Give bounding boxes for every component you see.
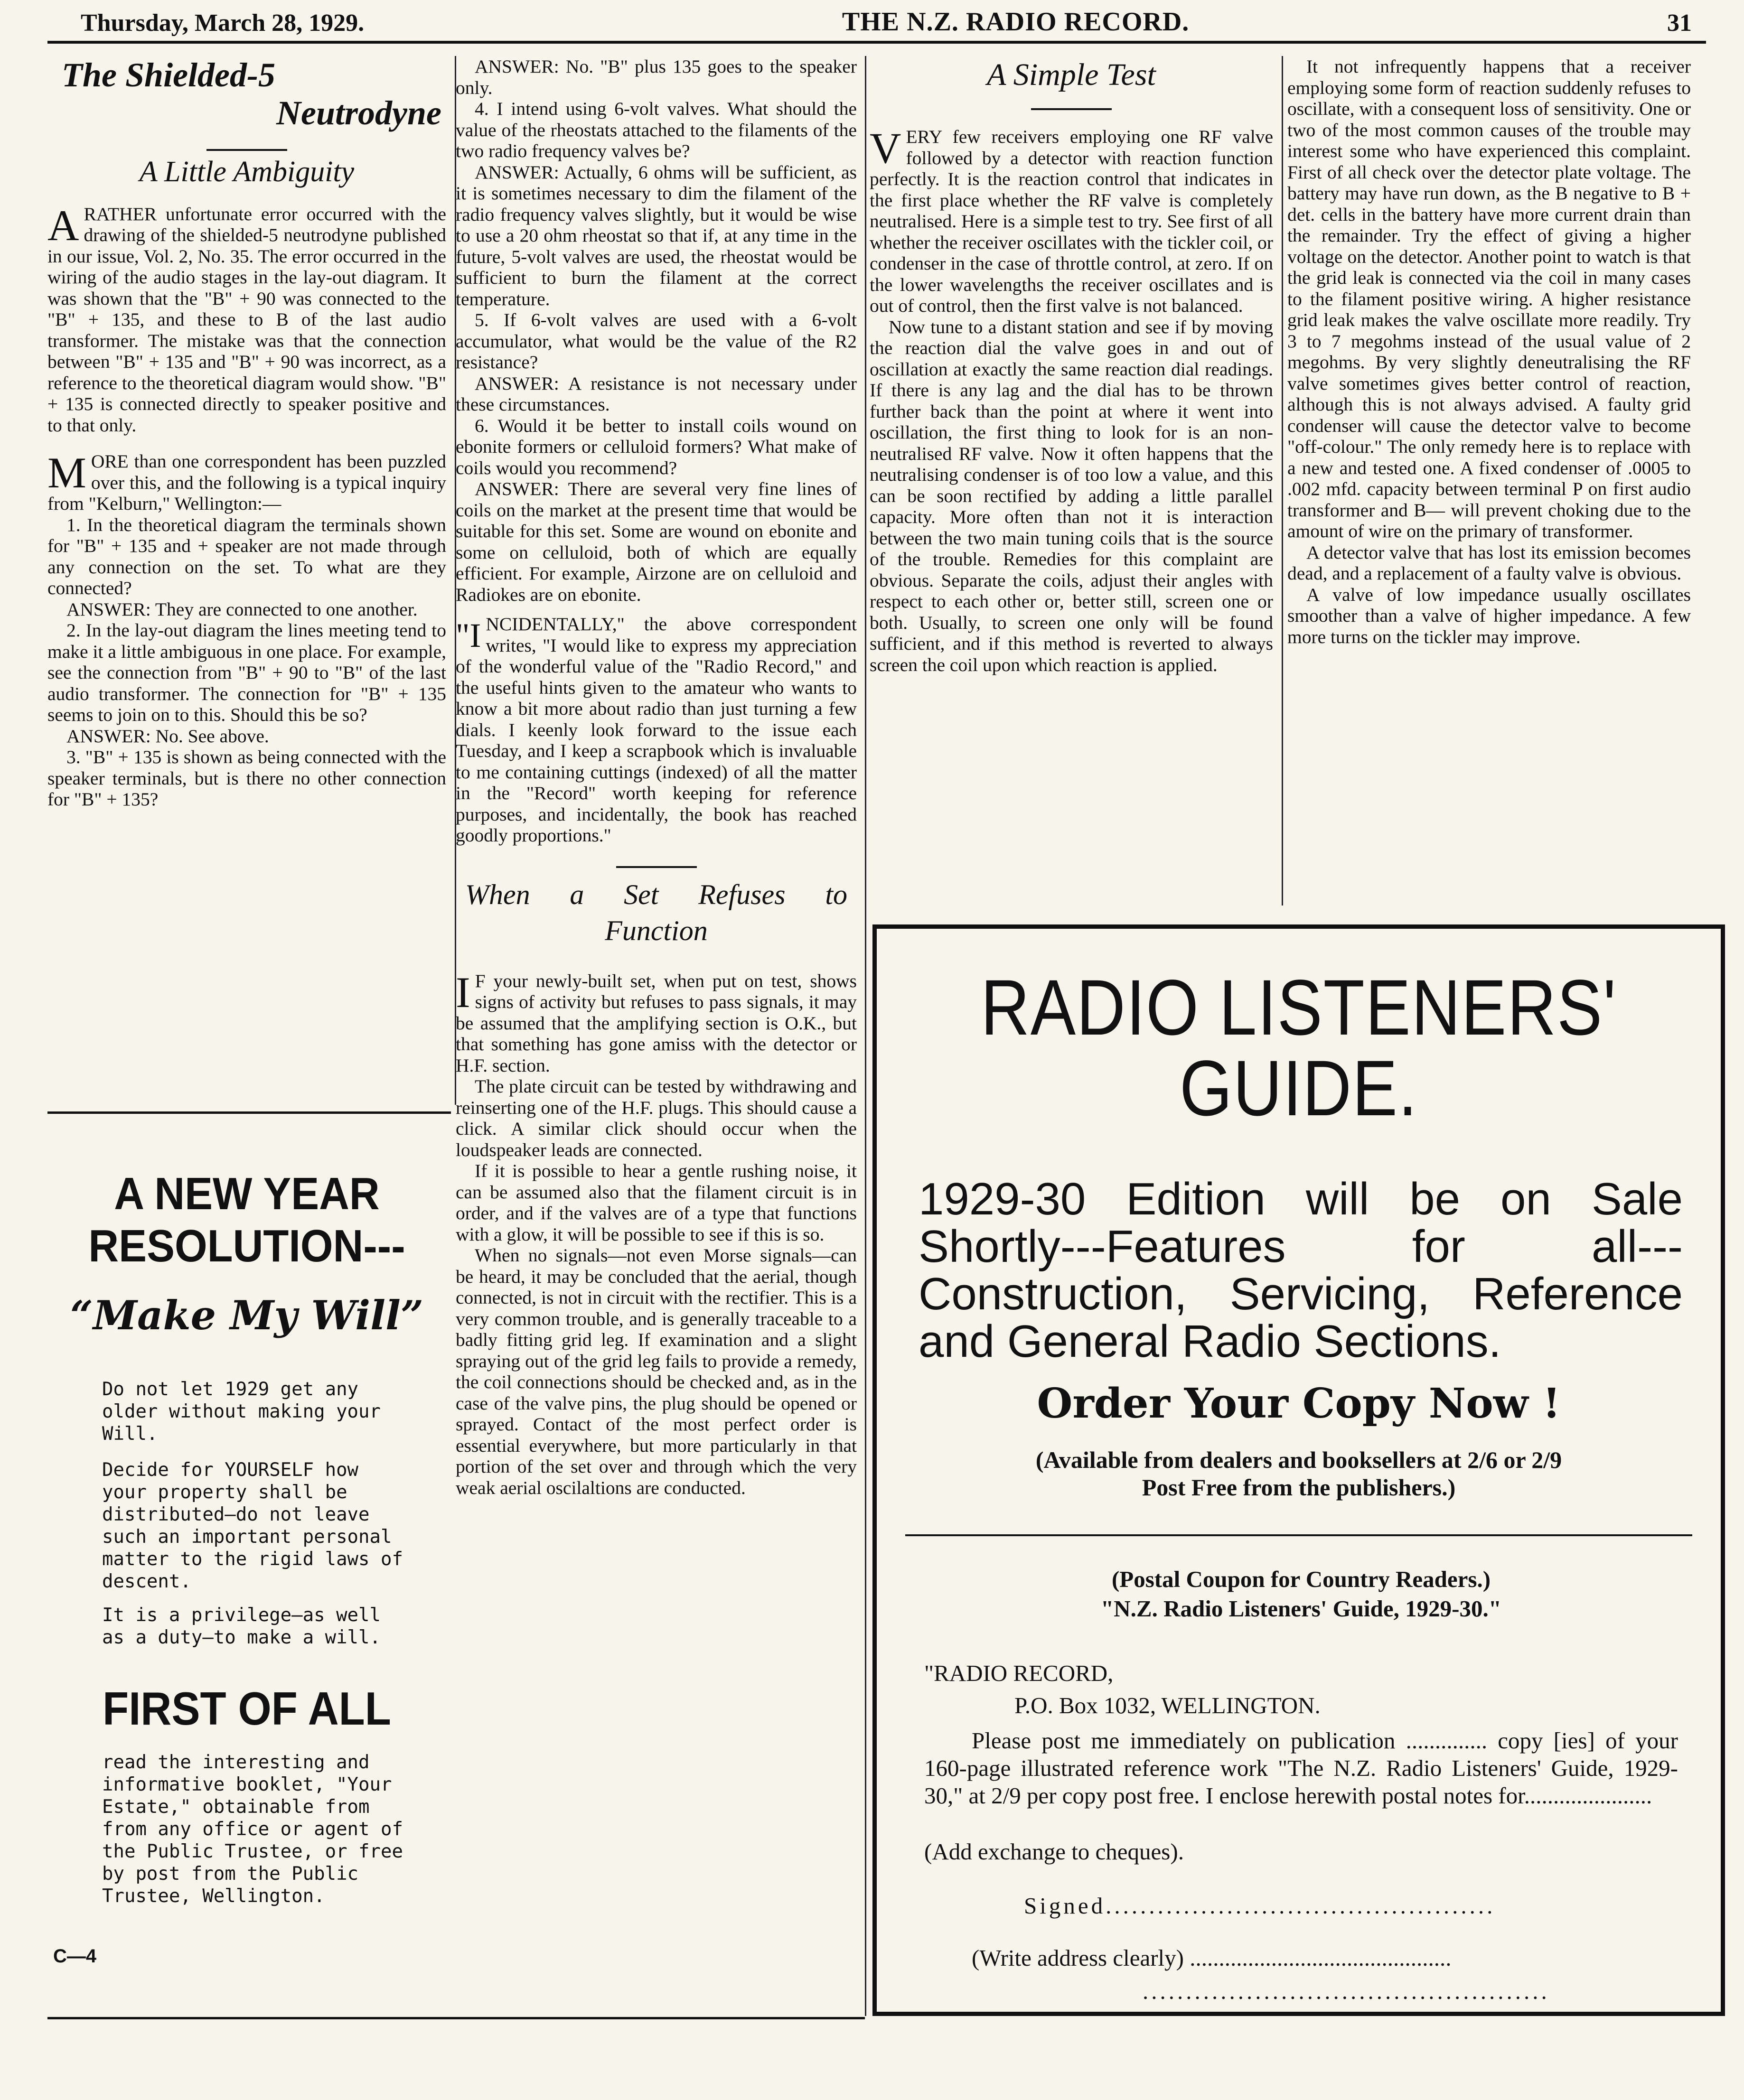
radio-guide-advert xyxy=(872,924,1725,2016)
title-dash xyxy=(1031,108,1112,110)
paragraph: NCIDENTALLY," the above correspondent writes, "I would like to express my appreciation of the wonderful value of the "Radio Record," and the useful hints given to the amateur who wants to know a bit more about radio than just turning a few dials. I keenly look forward to the issue each Tuesday, and I keep a scrapbook which is invaluable to me containing cuttings (indexed) of all the matter in the "Record" worth keeping for reference purposes, and incidentally, the book has reached goodly proportions." xyxy=(456,614,857,846)
paragraph: ORE than one correspondent has been puzzled over this, and the following is a typical inquiry from "Kelburn," Wellington:— xyxy=(47,451,446,514)
will-ad-headline-line1: A NEW YEAR xyxy=(114,1168,380,1219)
article-title-line2: Function xyxy=(605,915,708,946)
article-title-line1: The Shielded-5 xyxy=(62,56,275,94)
answer: ANSWER: A resistance is not necessary under these circumstances. xyxy=(456,373,857,415)
coupon-subheading: "N.Z. Radio Listeners' Guide, 1929-30." xyxy=(1101,1596,1501,1622)
paragraph: F your newly-built set, when put on test, shows signs of activity but refuses to pass signals, it may be assumed that the amplifying section is O.K., but that something has gone amiss with the detector or H.F. section. xyxy=(456,970,857,1076)
paragraph: A valve of low impedance usually oscillates smoother than a valve of higher impedance. A few more turns on the tickler may improve. xyxy=(1287,584,1691,647)
drop-cap: I xyxy=(456,968,470,1017)
question: 6. Would it be better to install coils wound on ebonite formers or celluloid formers? What make of coils would you recommend? xyxy=(456,415,857,478)
will-ad-paragraph-1: Do not let 1929 get any older without making your Will. xyxy=(102,1379,381,1445)
section-dash xyxy=(616,866,697,868)
first-of-all-heading: FIRST OF ALL xyxy=(103,1682,391,1735)
drop-cap: A xyxy=(47,201,79,250)
answer: ANSWER: Actually, 6 ohms will be sufficient, as it is sometimes necessary to dim the filament of the radio frequency valves slightly, but it would be wise to use a 20 ohm rheostat so that if, at any time in the future, 5-volt valves are used, the rheostat would be sufficient to burn the filament at the correct temperature. xyxy=(456,161,857,309)
signature-line[interactable]: Signed............................................. xyxy=(1024,1893,1496,1919)
will-ad-slogan: “Make My Will” xyxy=(70,1292,424,1339)
will-ad-headline-line2: RESOLUTION--- xyxy=(88,1221,405,1271)
coupon-heading: (Postal Coupon for Country Readers.) xyxy=(1111,1566,1491,1592)
drop-cap: M xyxy=(47,448,86,497)
paragraph: The plate circuit can be tested by withdrawing and reinserting one of the H.F. plugs. This should cause a click. A similar click should occur when the loudspeaker leads are connected. xyxy=(456,1076,857,1160)
question: 1. In the theoretical diagram the terminals shown for "B" + 135 and + speaker are not made through any connection on the set. To what are they connected? xyxy=(47,514,446,598)
order-now-headline: Order Your Copy Now ! xyxy=(1037,1380,1561,1428)
coupon-divider xyxy=(905,1534,1692,1536)
coupon-request: Please post me immediately on publication .............. copy [ies] of your 160-page illustrated reference work "The N.Z. Radio Listeners' Guide, 1929-30," at 2/9 per copy post free. I enclose herewith postal notes for...................... xyxy=(924,1727,1678,1809)
paragraph: ERY few receivers employing one RF valve followed by a detector with reaction function perfectly. It is the reaction control that indicates in the first place whether the RF valve is completely neutralised. Here is a simple test to try. See first of all whether the receiver oscillates with the tickler coil, or condenser in the case of throttle control, at zero. If on the lower wavelengths the receiver oscillates and is out of control, then the first valve is not balanced. xyxy=(870,126,1274,316)
answer: ANSWER: No. See above. xyxy=(66,725,269,747)
question: 4. I intend using 6-volt valves. What should the value of the rheostats attached to the filaments of the two radio frequency valves be? xyxy=(456,98,857,161)
address-line-2[interactable]: ............................................... xyxy=(1143,1978,1550,2004)
column-1 xyxy=(47,56,446,810)
article-title: A Simple Test xyxy=(987,57,1156,92)
drop-cap: "I xyxy=(456,616,481,654)
coupon-address-line2: P.O. Box 1032, WELLINGTON. xyxy=(1014,1692,1321,1718)
advert-body: 1929-30 Edition will be on Sale Shortly---Features for all---Construction, Servicing, Reference and General Radio Sections. xyxy=(919,1174,1683,1367)
paragraph: It not infrequently happens that a receiver employing some form of reaction suddenly refuses to oscillate, with a consequent loss of sensitivity. One or two of the most common causes of the trouble may interest some who have experienced this complaint. First of all check over the detector plate voltage. The battery may have run down, as the B negative to B + det. cells in the battery have more current drain than the remainder. Try the effect of giving a higher voltage on the detector. Another point to watch is that the grid leak is connected via the coil in many cases to the filament positive wiring. A higher resistance grid leak makes the valve oscillate more readily. Try 3 to 7 megohms instead of the usual value of 2 megohms. By very slightly deneutralising the RF valve sometimes gives better control of reaction, although this is not always advised. A faulty grid condenser will cause the detector valve to become "off-colour." The only remedy here is to replace with a new and tested one. A fixed condenser of .0005 to .002 mfd. capacity between terminal P on first audio transformer and B— will prevent choking due to the amount of wire on the primary of transformer. xyxy=(1287,56,1691,541)
column-divider xyxy=(865,56,866,2016)
article-title-line2: Neutrodyne xyxy=(276,94,441,132)
article-title-line1: When a Set Refuses to xyxy=(465,878,847,910)
will-ad-paragraph-2: Decide for YOURSELF how your property shall be distributed—do not leave such an important personal matter to the rigid laws of descent. xyxy=(102,1459,403,1592)
availability-line2: Post Free from the publishers.) xyxy=(1142,1474,1456,1501)
header-page-number: 31 xyxy=(1667,9,1692,37)
will-ad-paragraph-3: It is a privilege—as well as a duty—to make a will. xyxy=(102,1605,381,1648)
header-rule xyxy=(47,41,1706,44)
header-paper-name: THE N.Z. RADIO RECORD. xyxy=(842,7,1190,37)
article-subtitle: A Little Ambiguity xyxy=(139,156,355,188)
column-4 xyxy=(1287,56,1691,647)
page-header xyxy=(81,4,1692,37)
paragraph: Now tune to a distant station and see if by moving the reaction dial the valve goes in and out of oscillation at exactly the same reaction dial readings. If there is any lag and the dial has to be thrown further back than the point at where it went into oscillation, the first thing to look for is an non-neutralised RF valve. Now it often happens that the neutralising condenser is of too low a value, and this can be soon rectified by adding a little parallel capacity. More often than not it is interaction between the two main tuning coils that is the source of the trouble. Remedies for this complaint are obvious. Separate the coils, adjust their angles with respect to each other or, better still, screen one or both. Usually, to screen one only will be found sufficient, and if this method is reverted to always screen the coil upon which reaction is applied. xyxy=(870,316,1273,675)
bottom-rule xyxy=(47,2017,865,2019)
will-ad-paragraph-4: read the interesting and informative booklet, "Your Estate," obtainable from from any office or agent of the Public Trustee, or free by post from the Public Trustee, Wellington. xyxy=(102,1752,403,1907)
question: 3. "B" + 135 is shown as being connected with the speaker terminals, but is there no other connection for "B" + 135? xyxy=(47,747,446,810)
paragraph: When no signals—not even Morse signals—can be heard, it may be concluded that the aerial, though connected, is not in circuit with the rectifier. This is a very common trouble, and is generally traceable to a badly fitting grid leg. If examination and a slight spraying out of the grid leg fails to provide a remedy, the coil connections should be checked and, as in the case of the valve pins, the plug should be opened or sprayed. Contact of the most perfect order is essential everywhere, but more particularly in that portion of the set over and through which the very weak aerial oscilaltions are conducted. xyxy=(456,1245,857,1498)
paragraph: If it is possible to hear a gentle rushing noise, it can be assumed also that the filament circuit is in order, and if the valves are of a type that functions with a glow, it will be possible to see if this is so. xyxy=(456,1160,857,1245)
answer: ANSWER: There are several very fine lines of coils on the market at the present time that would be suitable for this set. Some are wound on ebonite and some on celluloid, both of which are equally efficient. For example, Airzone are on celluloid and Radiokes are on ebonite. xyxy=(456,478,857,605)
address-line[interactable]: (Write address clearly) ............................................. xyxy=(972,1945,1452,1971)
column-2 xyxy=(456,56,857,1498)
coupon-exchange-note: (Add exchange to cheques). xyxy=(924,1839,1184,1865)
advert-title-line2: GUIDE. xyxy=(1179,1045,1418,1132)
section-rule xyxy=(47,1111,451,1114)
paragraph: A detector valve that has lost its emission becomes dead, and a replacement of a faulty valve is obvious. xyxy=(1287,541,1691,584)
paragraph: RATHER unfortunate error occurred with the drawing of the shielded-5 neutrodyne published in our issue, Vol. 2, No. 35. The error occurred in the wiring of the audio stages in the lay-out diagram. It was shown that the "B" + 90 was connected to the "B" + 135, and these to B of the last audio transformer. The mistake was that the connection between "B" + 135 and "B" + 90 was incorrect, as a reference to the theoretical diagram would show. "B" + 135 is connected directly to speaker positive and to that only. xyxy=(47,203,446,436)
answer: ANSWER: No. "B" plus 135 goes to the speaker only. xyxy=(456,56,857,98)
column-3 xyxy=(870,56,1273,675)
question: 2. In the lay-out diagram the lines meeting tend to make it a little ambiguous in one place. For example, see the connection from "B" + 90 to "B" of the last audio transformer. The connection for "B" + 135 seems to join on to this. Should this be so? xyxy=(47,620,446,725)
advert-title-line1: RADIO LISTENERS' xyxy=(981,964,1617,1052)
coupon-address-line1: "RADIO RECORD, xyxy=(924,1660,1114,1686)
drop-cap: V xyxy=(870,124,901,172)
availability-line1: (Available from dealers and booksellers at 2/6 or 2/9 xyxy=(1035,1447,1562,1473)
column-divider xyxy=(1282,56,1283,905)
header-date: Thursday, March 28, 1929. xyxy=(81,9,365,37)
question: 5. If 6-volt valves are used with a 6-volt accumulator, what would be the value of the R2 resistance? xyxy=(456,309,857,373)
answer: ANSWER: They are connected to one another. xyxy=(66,598,418,620)
advert-code: C—4 xyxy=(53,1946,97,1967)
title-dash xyxy=(206,149,287,151)
